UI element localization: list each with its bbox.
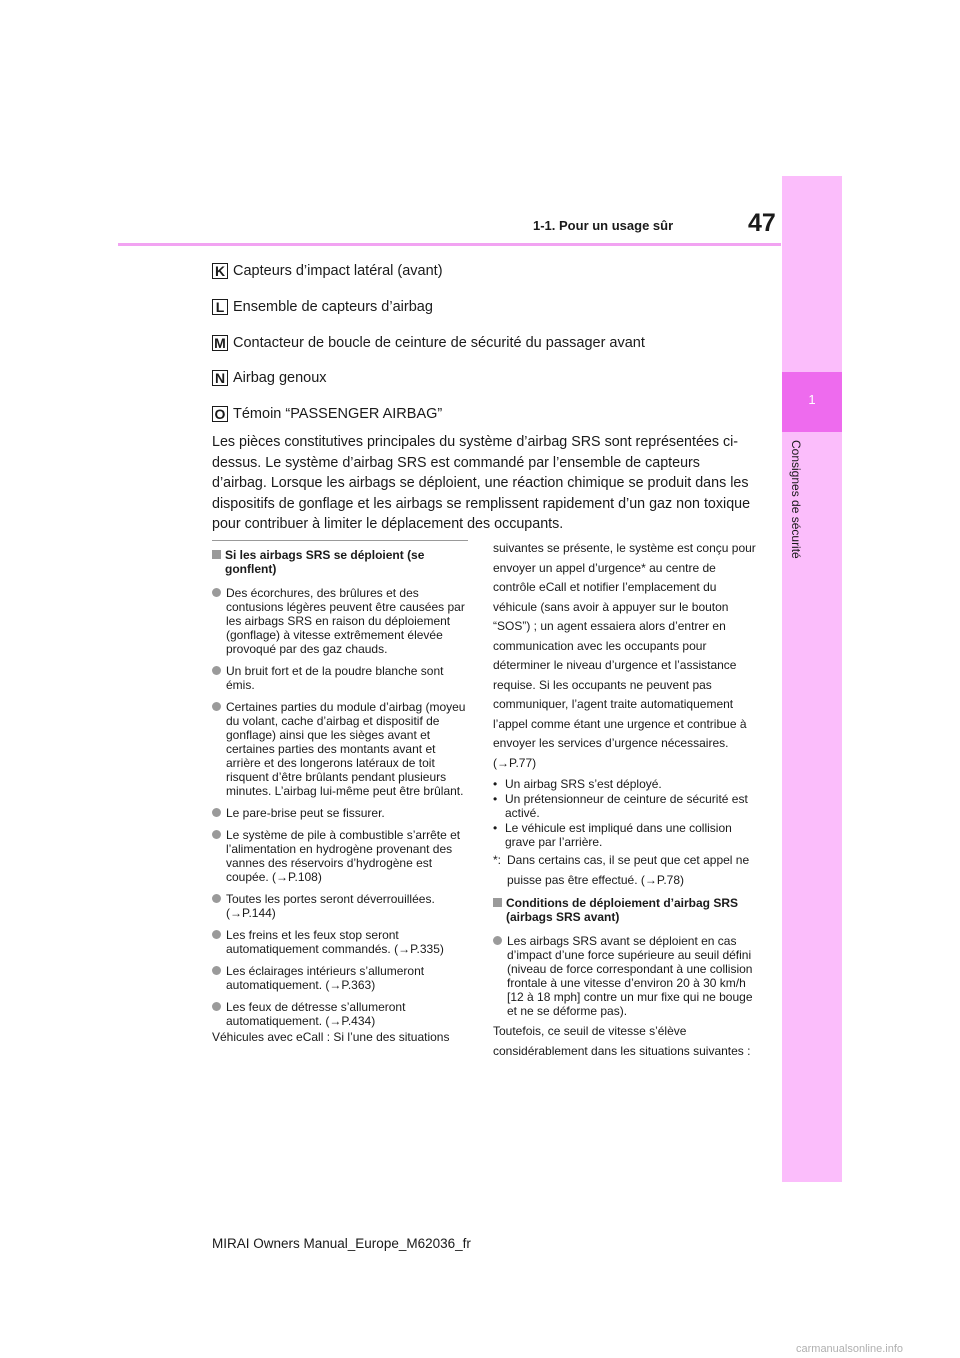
label-row-o [212,405,442,423]
label-letter: M [212,335,228,351]
label-letter: L [212,299,228,315]
label-text: Capteurs d’impact latéral (avant) [233,263,443,279]
section-title: 1-1. Pour un usage sûr [533,218,674,233]
chapter-title: Consignes de sécurité [789,440,803,559]
heading-text: Conditions de déploiement d’airbag SRS (airbags SRS avant) [506,896,739,924]
list-item: Un bruit fort et de la poudre blanche sont émis. [212,664,470,692]
list-item: • Un prétensionneur de ceinture de sécurité est activé. [493,792,748,820]
list-item: Le système de pile à combustible s’arrête et l’alimentation en hydrogène provenant des vannes des réservoirs d’hydrogène est coupée. (→P.108) [212,828,470,884]
ecall-continuation: suivantes se présente, le système est conçu pour envoyer un appel d’urgence* au centre de contrôle eCall et notifier l’emplacement du véhicule (sans avoir à appuyer sur le bouton “SOS”) ; un agent essaiera alors d’entrer en communication avec les occupants pour déterminer le niveau d’urgence et l’assistance requise. Si les occupants ne peuvent pas communiquer, l’agent traite automatiquement l’appel comme étant une urgence et contribue à envoyer les services d’urgence nécessaires. (→P.77) [493,541,756,770]
label-text: Témoin “PASSENGER AIRBAG” [233,406,443,422]
section-heading [493,896,761,924]
list-item: • Le véhicule est impliqué dans une collision grave par l’arrière. [493,821,732,849]
square-bullet-icon [493,898,502,907]
left-column [212,540,470,1044]
list-item: Les freins et les feux stop seront automatiquement commandés. (→P.335) [212,928,470,956]
list-item: Les éclairages intérieurs s’allumeront automatiquement. (→P.363) [212,964,470,992]
circle-bullet-icon [212,702,221,711]
circle-bullet-icon [212,808,221,817]
closing-text: Toutefois, ce seuil de vitesse s’élève considérablement dans les situations suivantes : [493,1024,751,1058]
list-item: Des écorchures, des brûlures et des contusions légères peuvent être causées par les airbags SRS en raison du déploiement (gonflage) à vitesse extrêmement élevée provoqué par des gaz chauds. [212,586,470,656]
circle-bullet-icon [212,894,221,903]
label-letter: K [212,263,228,279]
circle-bullet-icon [212,830,221,839]
square-bullet-icon [212,550,221,559]
list-item: Certaines parties du module d’airbag (moyeu du volant, cache d’airbag et dispositif de gonflage) ainsi que les sièges avant et certaines parties des montants avant et arrière et des longerons latéraux de toit risquent d’être brûlants pendant plusieurs minutes. L’airbag lui-même peut être brûlant. [212,700,470,798]
footnote [493,850,761,890]
label-row-l [212,298,433,316]
column-rule [212,540,468,541]
list-item: • Un airbag SRS s’est déployé. [493,777,662,791]
label-row-k [212,262,443,280]
chapter-number: 1 [808,392,816,407]
label-text: Ensemble de capteurs d’airbag [233,299,433,315]
ecall-intro: Véhicules avec eCall : Si l’une des situations [212,1030,450,1044]
circle-bullet-icon [493,936,502,945]
ecall-situations [493,777,761,849]
label-text: Contacteur de boucle de ceinture de sécurité du passager avant [233,335,645,351]
right-column [493,539,761,1061]
circle-bullet-icon [212,930,221,939]
intro-paragraph: Les pièces constitutives principales du système d’airbag SRS sont représentées ci-dessus. Le système d’airbag SRS est commandé par l’ensemble de capteurs d’airbag. Lorsque les airbags se déploient, une réaction chimique se produit dans les dispositifs de gonflage et les airbags se remplissent rapidement d’un gaz non toxique pour contribuer à limiter le déplacement des occupants. [212,434,751,533]
label-text: Airbag genoux [233,370,327,386]
circle-bullet-icon [212,666,221,675]
footer-manual-name: MIRAI Owners Manual_Europe_M62036_fr [212,1236,471,1251]
footnote-mark: *: [493,853,502,867]
section-heading [212,548,470,576]
list-item: Le pare-brise peut se fissurer. [212,806,470,820]
circle-bullet-icon [212,1002,221,1011]
list-item: Les airbags SRS avant se déploient en cas d’impact d’une force supérieure au seuil défini (niveau de force correspondant à une collision frontale à une vitesse d’environ 20 à 30 km/h [12 à 18 mph] contre un mur fixe qui ne bouge et ne se déforme pas). [493,934,761,1018]
list-item: Toutes les portes seront déverrouillées. (→P.144) [212,892,470,920]
page-number: 47 [748,209,776,237]
label-row-n [212,369,327,387]
list-item: Les feux de détresse s’allumeront automatiquement. (→P.434) [212,1000,470,1028]
heading-text: Si les airbags SRS se déploient (se gonflent) [225,548,425,576]
label-row-m [212,334,645,352]
footnote-text: Dans certains cas, il se peut que cet appel ne puisse pas être effectué. (→P.78) [507,853,750,887]
watermark: carmanualsonline.info [796,1343,904,1355]
label-letter: N [212,370,228,386]
chapter-side-tab [782,176,842,1182]
circle-bullet-icon [212,588,221,597]
header-rule [118,243,781,246]
label-letter: O [212,406,228,422]
circle-bullet-icon [212,966,221,975]
